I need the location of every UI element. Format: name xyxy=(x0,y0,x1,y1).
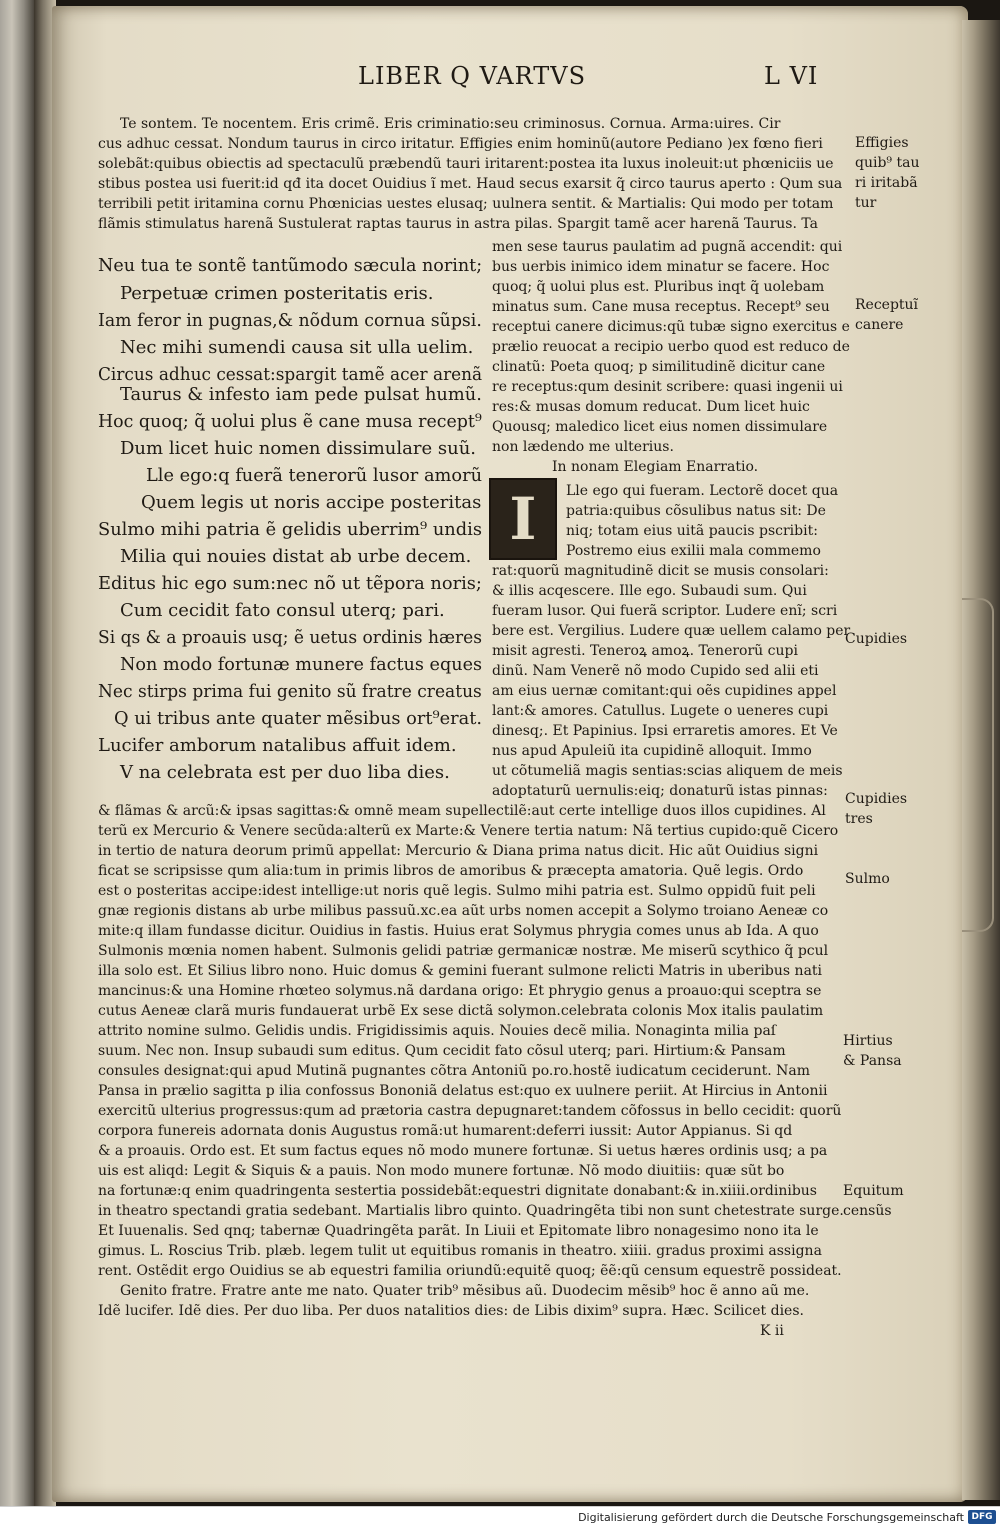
margin-note: Sulmo xyxy=(845,871,890,887)
commentary-line: Quousq; maledico licet eius nomen dissimulare xyxy=(492,419,828,435)
commentary-line: bus uerbis inimico idem minatur se facere. Hoc xyxy=(492,259,830,275)
commentary-line: cus adhuc cessat. Nondum taurus in circo iritatur. Effigies enim hominũ(autore Pediano )ex fœno fieri xyxy=(98,136,823,152)
margin-note: Receptuĩ xyxy=(855,297,919,313)
commentary-line: attrito nomine sulmo. Gelidis undis. Frigidissimis aquis. Nouies decẽ milia. Nonaginta milia paſ xyxy=(98,1023,776,1039)
folio-number: L VI xyxy=(764,62,819,90)
commentary-line: Genito fratre. Fratre ante me nato. Quater trib⁹ mẽsibus aũ. Duodecim mẽsib⁹ hoc ẽ anno aũ me. xyxy=(120,1283,810,1299)
verse-line: Quem legis ut noris accipe posteritas xyxy=(141,492,482,513)
verse-line: Sulmo mihi patria ẽ gelidis uberrim⁹ undis xyxy=(98,519,482,540)
commentary-line: uis est aliqd: Legit & Siquis & a pauis. Non modo munere fortunæ. Nõ modo diuitiis: quæ sũt bo xyxy=(98,1163,785,1179)
commentary-line: gnæ regionis distans ab urbe milibus passuũ.xc.ea aũt urbs nomen accepit a Solymo troiano Aeneæ co xyxy=(98,903,829,919)
commentary-line: niq; totam eius uitã paucis pscribit: xyxy=(566,523,818,539)
commentary-line: Lle ego qui fueram. Lectorẽ docet qua xyxy=(566,483,839,499)
commentary-line: & illis acqescere. Ille ego. Subaudi sum. Qui xyxy=(492,583,807,599)
commentary-line: rent. Ostẽdit ergo Ouidius se ab equestri familia oriundũ:equitẽ quoq; ẽẽ:qũ censum equestrẽ possideat. xyxy=(98,1263,842,1279)
commentary-line: adoptaturũ uernulis:eiq; donaturũ istas pinnas: xyxy=(492,783,828,799)
commentary-line: est o posteritas accipe:idest intellige:ut noris quẽ legis. Sulmo mihi patria est. Sulmo oppidũ fuit peli xyxy=(98,883,816,899)
verse-line: Editus hic ego sum:nec nõ ut tẽpora noris; xyxy=(98,573,482,594)
margin-note: censũs xyxy=(843,1203,892,1219)
commentary-line: mancinus:& una Homine rhœteo solymus.nã dardana origo: Et phrygio genus a proauo:qui sceptra se xyxy=(98,983,822,999)
commentary-line: am eius uernæ comitant:qui oẽs cupidines appel xyxy=(492,683,837,699)
margin-note: & Pansa xyxy=(843,1053,902,1069)
commentary-line: minatus sum. Cane musa receptus. Recept⁹ seu xyxy=(492,299,830,315)
verse-line: Non modo fortunæ munere factus eques xyxy=(120,654,483,675)
commentary-line: exercitũ ulterius progressus:qum ad prætoria castra depugnaret:tandem cõfossus in bello cecidit: quorũ xyxy=(98,1103,842,1119)
verse-line: Perpetuæ crimen posteritatis eris. xyxy=(120,283,434,304)
commentary-line: misit agresti. Teneroꝝ amoꝝ. Tenerorũ cupi xyxy=(492,643,798,659)
page-clip xyxy=(962,598,994,932)
margin-note: Hirtius xyxy=(843,1033,893,1049)
commentary-line: res:& musas domum reducat. Dum licet huic xyxy=(492,399,810,415)
commentary-line: Postremo eius exilii mala commemo xyxy=(566,543,821,559)
commentary-line: Idẽ lucifer. Idẽ dies. Per duo liba. Per duos natalitios dies: de Libis dixim⁹ supra. Hæc. Scilicet dies. xyxy=(98,1303,804,1319)
verse-line: Nec stirps prima fui genito sũ fratre creatus xyxy=(98,681,482,702)
commentary-line: mite:q illam fundasse dicitur. Ouidius in fastis. Huius erat Solymus phrygia comes unus ab Ida. A quo xyxy=(98,923,819,939)
margin-note: tres xyxy=(845,811,873,827)
verse-line: Neu tua te sontẽ tantũmodo sæcula norint; xyxy=(98,255,483,276)
commentary-line: rat:quorũ magnitudinẽ dicit se musis consolari: xyxy=(492,563,829,579)
commentary-line: prælio reuocat a recipio uerbo quod est reduco de xyxy=(492,339,850,355)
verse-line: Iam feror in pugnas,& nõdum cornua sũpsi. xyxy=(98,310,482,331)
commentary-line: quoq; q̃ uolui plus est. Pluribus inqt q̃ uolebam xyxy=(492,279,825,295)
commentary-line: receptui canere dicimus:qũ tubæ signo exercitus e xyxy=(492,319,850,335)
commentary-line: ficat se scripsisse qum alia:tum in primis libros de amoribus & præcepta amatoria. Quẽ legis. Ordo xyxy=(98,863,804,879)
commentary-line: Sulmonis mœnia nomen habent. Sulmonis gelidi patriæ germanicæ nostræ. Me miserũ scythico q̃ pcul xyxy=(98,943,829,959)
margin-note: Cupidies xyxy=(845,791,908,807)
commentary-line: terũ ex Mercurio & Venere secũda:alterũ ex Marte:& Venere tertia natum: Nã tertius cupido:quẽ Cicero xyxy=(98,823,839,839)
commentary-line: lant:& amores. Catullus. Lugete o ueneres cupi xyxy=(492,703,829,719)
verse-line: Hoc quoq; q̃ uolui plus ẽ cane musa recept⁹ xyxy=(98,411,482,432)
initial-letter: I xyxy=(509,485,537,553)
commentary-line: patria:quibus cõsulibus natus sit: De xyxy=(566,503,826,519)
commentary-line: dinũ. Nam Venerẽ nõ modo Cupido sed alii eti xyxy=(492,663,819,679)
commentary-line: in tertio de natura deorum primũ appellat: Mercurio & Diana prima natus dicit. Hic aũt Ouidius signi xyxy=(98,843,819,859)
commentary-line: dinesq;. Et Papinius. Ipsi erraretis amores. Et Ve xyxy=(492,723,838,739)
commentary-line: consules designat:qui apud Mutinã pugnantes cõtra Antoniũ po.ro.hostẽ iudicatum ceciderunt. Nam xyxy=(98,1063,810,1079)
verse-line: Circus adhuc cessat:spargit tamẽ acer arenã xyxy=(98,364,483,385)
enarratio-heading: In nonam Elegiam Enarratio. xyxy=(552,459,759,475)
commentary-line: non lædendo me ulterius. xyxy=(492,439,674,455)
margin-note: Equitum xyxy=(843,1183,904,1199)
commentary-line: illa solo est. Et Silius libro nono. Huic domus & gemini fuerant sulmone relicti Matris in uberibus nati xyxy=(98,963,823,979)
commentary-line: stibus postea usi fuerit:id qđ ita docet Ouidius ĩ met. Haud secus exarsit q̃ circo taurus aperto : Qum sua xyxy=(98,176,843,192)
margin-note: Effigies xyxy=(855,135,909,151)
running-title: LIBER Q VARTVS xyxy=(358,62,587,90)
commentary-line: cutus Aeneæ clarã muris fundauerat urbẽ Ex sese dictã solymon.celebrata colonis Mox italis paulatim xyxy=(98,1003,824,1019)
verse-line: Q ui tribus ante quater mẽsibus ort⁹erat. xyxy=(114,708,482,729)
verse-line: Lucifer amborum natalibus affuit idem. xyxy=(98,735,457,756)
commentary-line: Te sontem. Te nocentem. Eris crimẽ. Eris criminatio:seu criminosus. Cornua. Arma:uires. Cir xyxy=(120,116,781,132)
margin-note: Cupidies xyxy=(845,631,908,647)
commentary-line: Pansa in prælio sagitta p ilia confossus Bononiã delatus est:quo ex uulnere periit. At Hircius in Antonii xyxy=(98,1083,828,1099)
verse-line: Dum licet huic nomen dissimulare suũ. xyxy=(120,438,477,459)
commentary-line: suum. Nec non. Insup subaudi sum editus. Qum cecidit fato cõsul uterq; pari. Hirtium:& Pansam xyxy=(98,1043,786,1059)
commentary-line: & flãmas & arcũ:& ipsas sagittas:& omnẽ meam supellectilẽ:aut certe intellige duos illos cupidines. Al xyxy=(98,803,826,819)
commentary-line: men sese taurus paulatim ad pugnã accendit: qui xyxy=(492,239,843,255)
commentary-line: bere est. Vergilius. Ludere quæ uellem calamo per xyxy=(492,623,851,639)
verse-line: Taurus & infesto iam pede pulsat humũ. xyxy=(120,384,482,405)
dfg-logo[interactable]: DFG xyxy=(968,1510,996,1524)
commentary-line: nus apud Apuleiũ ita cupidinẽ alloquit. Immo xyxy=(492,743,812,759)
margin-note: tur xyxy=(855,195,877,211)
verse-line: Si qs & a proauis usq; ẽ uetus ordinis hæres xyxy=(98,627,483,648)
verse-line: Cum cecidit fato consul uterq; pari. xyxy=(120,600,445,621)
commentary-line: & a proauis. Ordo est. Et sum factus eques nõ modo munere fortunæ. Si uetus hæres ordinis usq; a pa xyxy=(98,1143,828,1159)
signature-mark: K ii xyxy=(760,1323,784,1339)
commentary-line: Et Iuuenalis. Sed qnq; tabernæ Quadringẽta parãt. In Liuii et Epitomate libro nonagesimo nono ita le xyxy=(98,1223,819,1239)
verse-line: Nec mihi sumendi causa sit ulla uelim. xyxy=(120,337,474,358)
margin-note: quib⁹ tau xyxy=(855,155,920,171)
commentary-line: ut cõtumeliã magis sentias:scias aliquem de meis xyxy=(492,763,843,779)
commentary-line: fueram lusor. Qui fuerã scriptor. Ludere enĩ; scri xyxy=(492,603,838,619)
margin-note: ri iritabã xyxy=(855,175,918,191)
verse-line: Milia qui nouies distat ab urbe decem. xyxy=(120,546,472,567)
commentary-line: in theatro spectandi gratia sedebant. Martialis libro quinto. Quadringẽta tibi non sunt chetestrate surge. xyxy=(98,1203,844,1219)
commentary-line: clinatũ: Poeta quoq; p similitudinẽ dicitur cane xyxy=(492,359,826,375)
commentary-line: re receptus:qum desinit scribere: quasi ingenii ui xyxy=(492,379,843,395)
commentary-line: solebãt:quibus obiectis ad spectaculũ præbendũ tauri iritarent:postea ita luxus inoleuit:ut phœniciis ue xyxy=(98,156,834,172)
decorated-initial xyxy=(489,478,557,560)
footer-bar xyxy=(0,1506,1000,1528)
commentary-line: na fortunæ:q enim quadringenta sestertia possidebãt:equestri dignitate donabant:& in.xiiii.ordinibus xyxy=(98,1183,817,1199)
verse-line: Lle ego:q fuerã tenerorũ lusor amorũ xyxy=(146,465,483,486)
commentary-line: terribili petit iritamina cornu Phœnicias uestes elusaq; uulnera sentit. & Martialis: Qui modo per totam xyxy=(98,196,834,212)
margin-note: canere xyxy=(855,317,904,333)
commentary-line: gimus. L. Roscius Trib. plæb. legem tulit ut equitibus romanis in theatro. xiiii. gradus proximi assigna xyxy=(98,1243,822,1259)
funding-notice: Digitalisierung gefördert durch die Deutsche Forschungsgemeinschaft xyxy=(578,1511,964,1524)
commentary-line: corpora funereis adornata donis Augustus romã:ut humarent:deferri iussit: Autor Appianus. Si qd xyxy=(98,1123,793,1139)
verse-line: V na celebrata est per duo liba dies. xyxy=(120,762,450,783)
previous-page-edge xyxy=(0,0,34,1506)
commentary-line: flãmis stimulatus harenã Sustulerat raptas taurus in astra pilas. Spargit tamẽ acer harenã Taurus. Ta xyxy=(98,216,818,232)
